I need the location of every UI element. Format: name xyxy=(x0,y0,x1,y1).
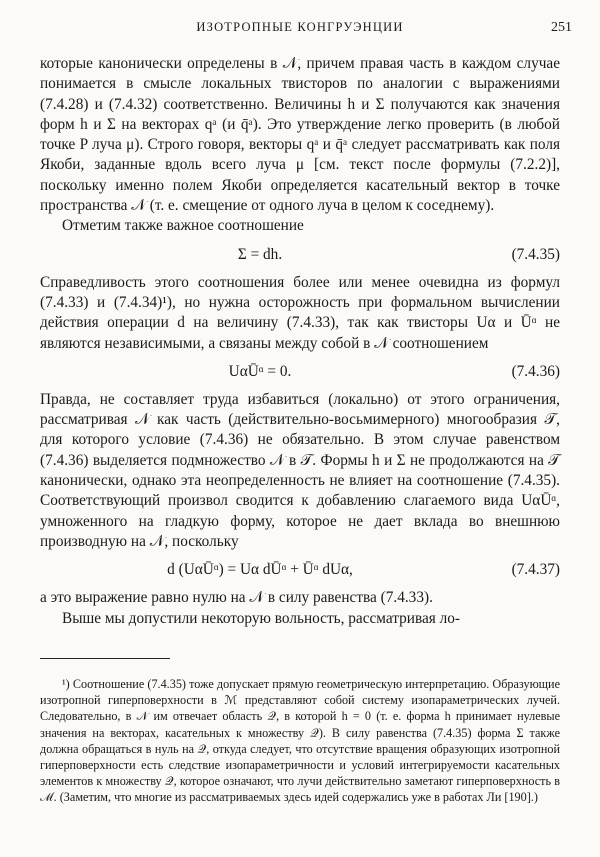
equation-number: (7.4.35) xyxy=(511,245,560,263)
paragraph-4: Правда, не составляет труда избавиться (локально) от этого ограничения, рассматривая 𝒩 как часть (действительно-восьмимерного) многообразия 𝒯, для которого условие (7.4.36) не обязательно. В этом случае равенством (7.4.36) выделяется подмножество 𝒩 в 𝒯. Формы h и Σ не продолжаются на 𝒯 канонически, однако эта неопределенность не влияет на соотношение (7.4.35). Соответствующий произвол сводится к добавлению слагаемого вида UαŪᵅ, умноженного на гладкую форму, которое не дает вклада во внешнюю производную на 𝒩, поскольку xyxy=(40,390,560,550)
equation-7-4-35 xyxy=(40,237,560,273)
paragraph-1: которые канонически определены в 𝒩, причем правая часть в каждом случае понимается в смысле локальных твисторов по аналогии с выражениями (7.4.28) и (7.4.32) соответственно. Величины h и Σ получаются как значения форм h и Σ на векторах qᵃ (и q̄ᵃ). Это утверждение легко проверить (в любой точке P луча μ). Строго говоря, векторы qᵃ и q̄ᵃ следует рассматривать как поля Якоби, заданные вдоль всего луча μ [см. текст после формулы (7.2.2)], поскольку именно полем Якоби определяется касательный вектор в точке пространства 𝒩 (т. е. смещение от одного луча в целом к соседнему). xyxy=(40,55,560,215)
equation-formula: d (UαŪᵅ) = Uα dŪᵅ + Ūᵅ dUα, xyxy=(167,561,353,579)
paragraph-6: Выше мы допустили некоторую вольность, рассматривая ло- xyxy=(62,609,461,627)
paragraph-5: а это выражение равно нулю на 𝒩 в силу равенства (7.4.33). xyxy=(40,589,433,607)
equation-formula: UαŪᵅ = 0. xyxy=(228,362,292,380)
equation-number: (7.4.36) xyxy=(511,362,560,380)
paragraph-3: Справедливость этого соотношения более или менее очевидна из формул (7.4.33) и (7.4.34)¹), но нужна осторожность при формальном вычислении действия операции d на величину (7.4.33), так как твисторы Uα и Ūᵅ не являются независимыми, а связаны между собой в 𝒩 соотношением xyxy=(40,273,560,352)
page-number: 251 xyxy=(551,20,572,35)
page-header xyxy=(0,20,600,40)
running-title: ИЗОТРОПНЫЕ КОНГРУЭНЦИИ xyxy=(196,20,404,34)
footnote-divider xyxy=(40,658,170,659)
equation-formula: Σ = dh. xyxy=(237,245,283,263)
paragraph-2: Отметим также важное соотношение xyxy=(62,217,304,235)
equation-7-4-36 xyxy=(40,354,560,390)
equation-number: (7.4.37) xyxy=(511,561,560,579)
equation-7-4-37 xyxy=(40,552,560,588)
footnote: ¹) Соотношение (7.4.35) тоже допускает прямую геометрическую интерпретацию. Образующие изотропной гиперповерхности в ℳ представляют собой систему изопараметрических лучей. Следовательно, в 𝒩 им отвечает область 𝒬, в которой h = 0 (т. е. форма h принимает нулевые значения на векторах, касательных к множеству 𝒬). В силу равенства (7.4.35) форма Σ также должна обращаться в нуль на 𝒬, откуда следует, что отсутствие вращения образующих изотропной гиперповерхности есть следствие изопараметричности и условий интегрируемости касательных элементов к множеству 𝒬, которое означают, что лучи действительно заметают гиперповерхность в ℳ. (Заметим, что многие из рассматриваемых здесь идей содержались уже в работах Ли [190].) xyxy=(40,677,560,805)
main-text xyxy=(40,54,560,629)
